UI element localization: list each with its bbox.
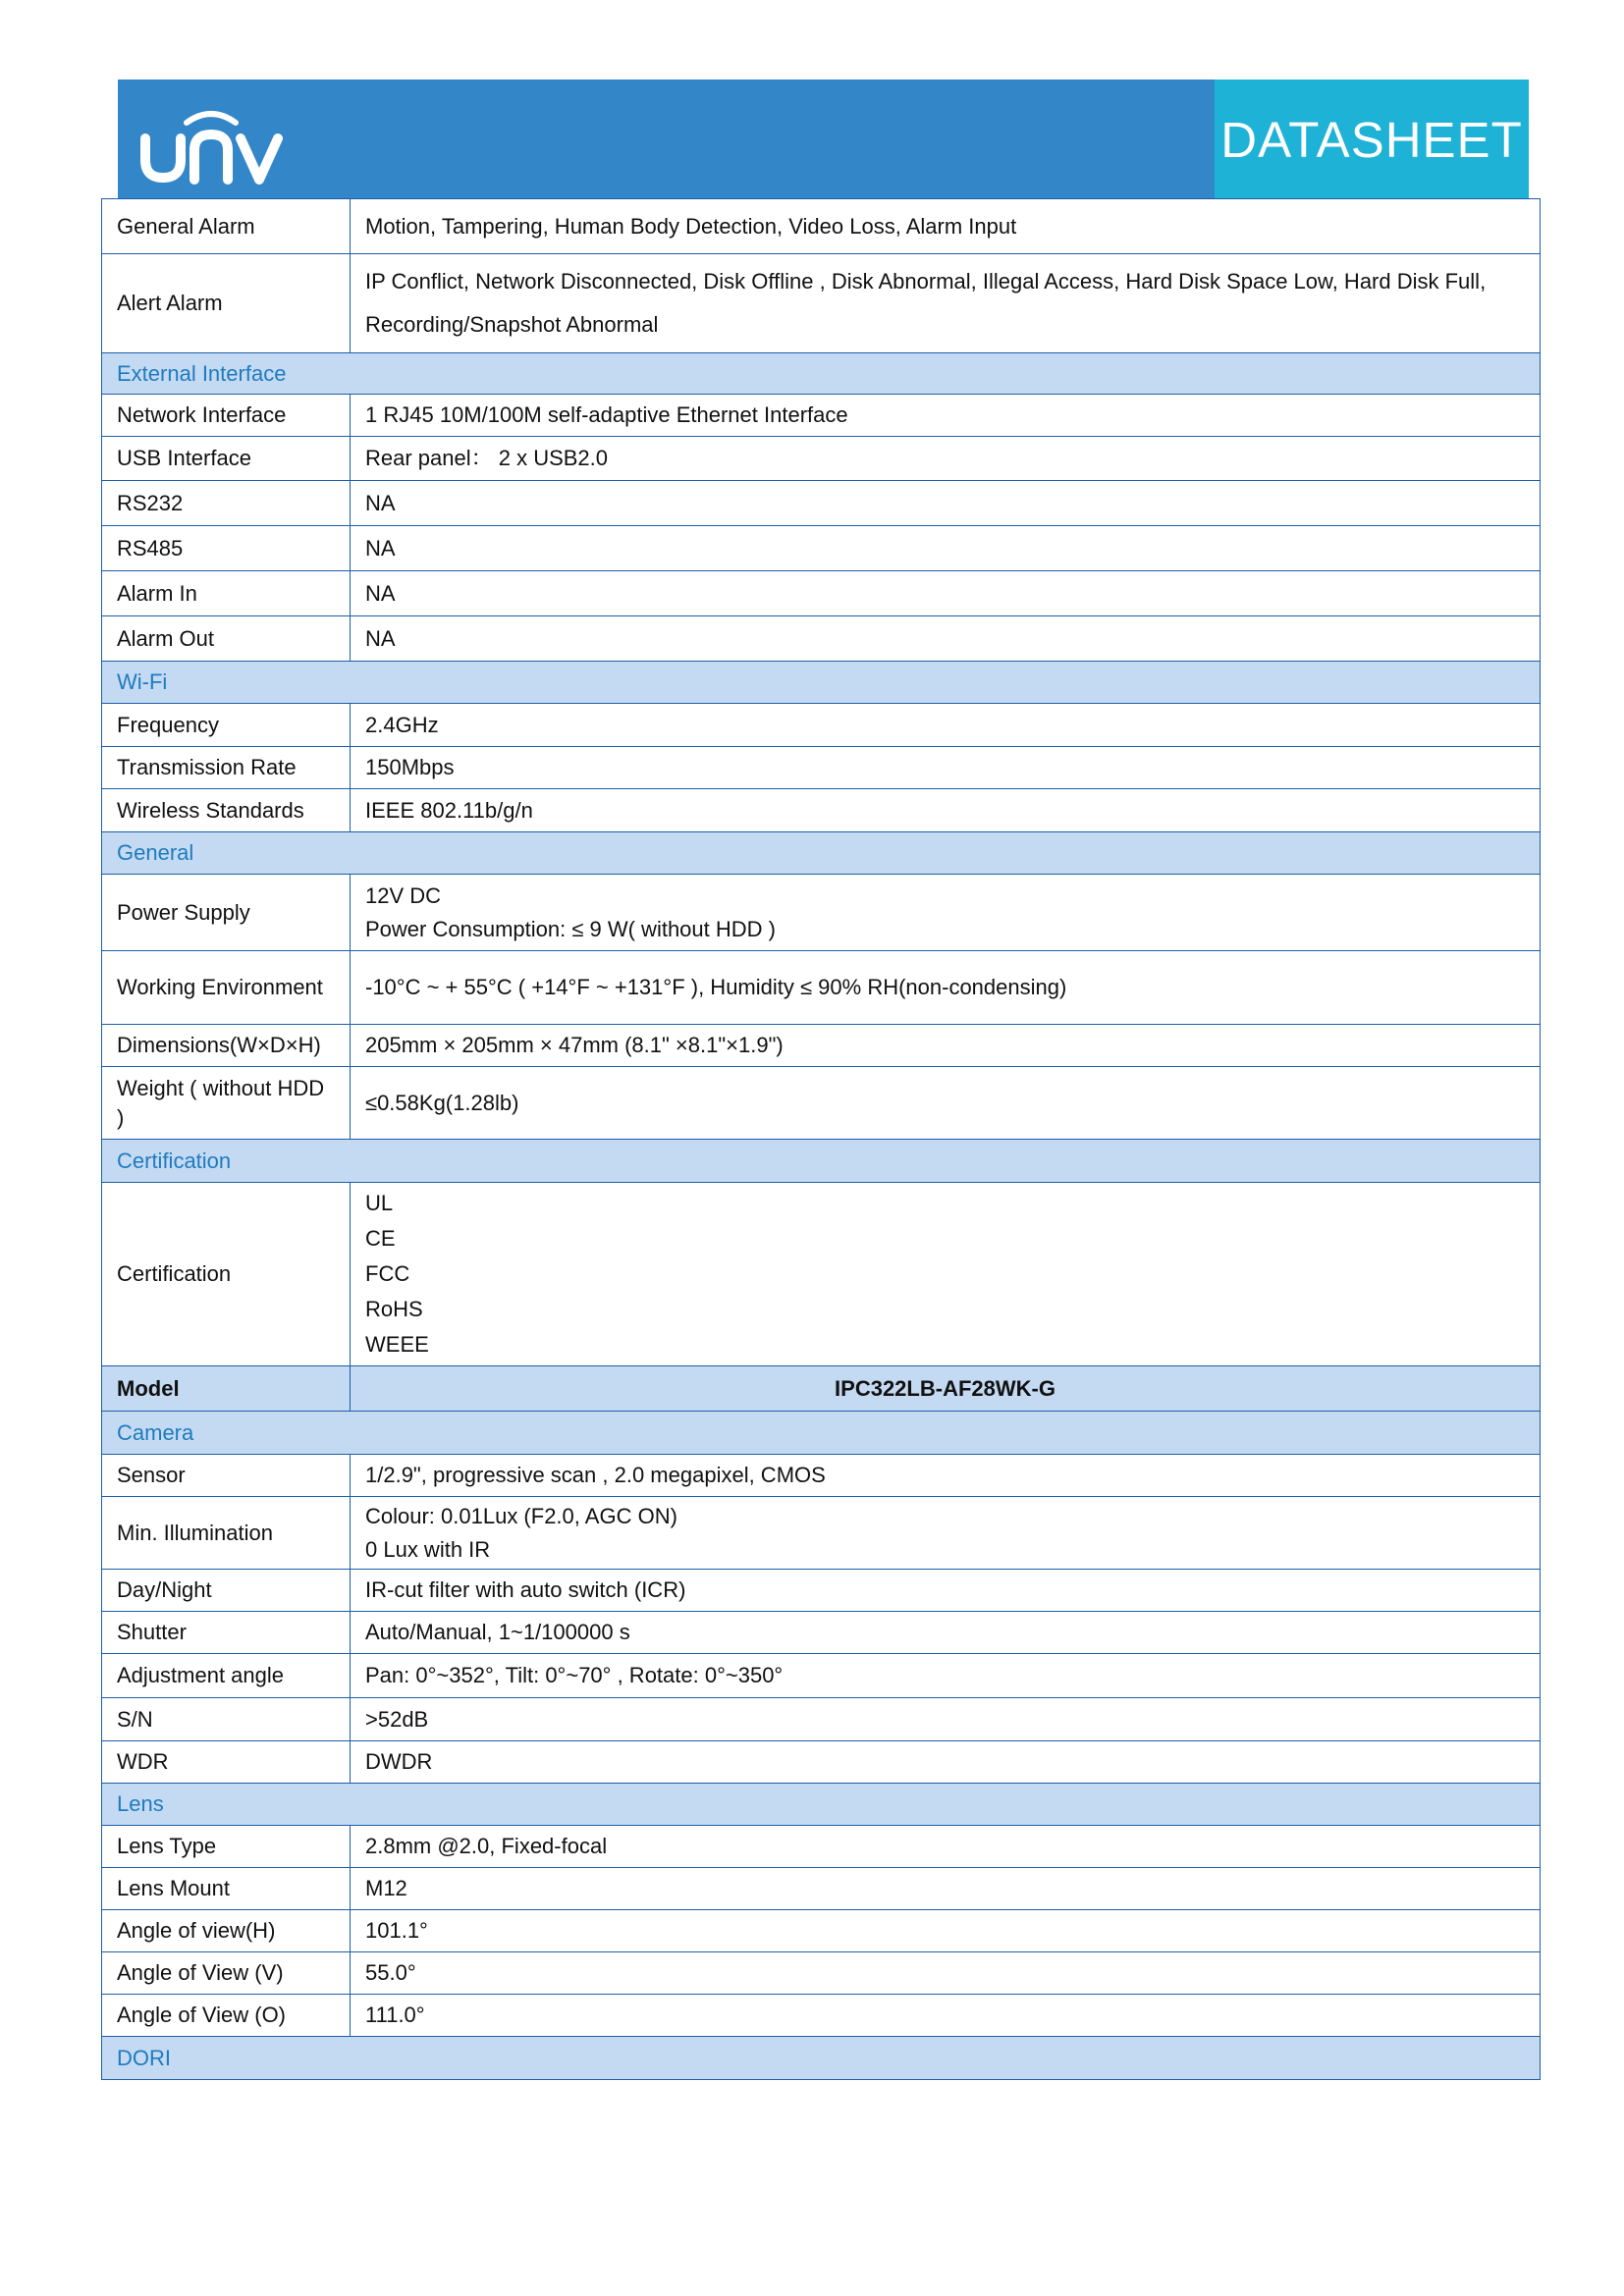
row-label: Angle of View (O) <box>102 1995 351 2037</box>
row-value: 205mm × 205mm × 47mm (8.1" ×8.1"×1.9") <box>351 1025 1541 1067</box>
table-row <box>102 704 1541 747</box>
row-value: NA <box>351 616 1541 662</box>
row-label: Frequency <box>102 704 351 747</box>
row-value: ≤0.58Kg(1.28lb) <box>351 1067 1541 1140</box>
table-row <box>102 1025 1541 1067</box>
row-label: Certification <box>102 1183 351 1366</box>
row-label: Dimensions(W×D×H) <box>102 1025 351 1067</box>
row-value: DWDR <box>351 1741 1541 1784</box>
datasheet-label: DATASHEET <box>1220 112 1523 168</box>
section-header <box>102 1140 1541 1183</box>
value-line: 0 Lux with IR <box>365 1536 491 1562</box>
table-row <box>102 254 1541 353</box>
row-value: Pan: 0°~352°, Tilt: 0°~70° , Rotate: 0°~350° <box>351 1654 1541 1698</box>
row-label: Power Supply <box>102 875 351 951</box>
table-row <box>102 1183 1541 1366</box>
row-value: NA <box>351 571 1541 616</box>
table-row <box>102 875 1541 951</box>
row-label: Transmission Rate <box>102 747 351 789</box>
spec-table <box>101 198 1541 2080</box>
row-value: Auto/Manual, 1~1/100000 s <box>351 1612 1541 1654</box>
row-value: IP Conflict, Network Disconnected, Disk Offline , Disk Abnormal, Illegal Access, Hard Disk Space Low, Hard Disk Full, Recording/Snapshot Abnormal <box>351 254 1541 353</box>
model-row <box>102 1366 1541 1412</box>
value-line: Colour: 0.01Lux (F2.0, AGC ON) <box>365 1503 677 1528</box>
row-label: Working Environment <box>102 951 351 1025</box>
row-label: Min. Illumination <box>102 1497 351 1570</box>
table-row <box>102 1698 1541 1741</box>
row-value: Rear panel： 2 x USB2.0 <box>351 437 1541 481</box>
row-value: 101.1° <box>351 1910 1541 1952</box>
section-title: DORI <box>102 2037 1541 2080</box>
section-header <box>102 353 1541 395</box>
section-title: Certification <box>102 1140 1541 1183</box>
row-label: Angle of View (V) <box>102 1952 351 1995</box>
row-label: General Alarm <box>102 199 351 254</box>
table-row <box>102 1497 1541 1570</box>
row-label: RS485 <box>102 526 351 571</box>
section-title: Lens <box>102 1784 1541 1826</box>
row-value: 2.4GHz <box>351 704 1541 747</box>
certification-item: RoHS <box>365 1297 423 1321</box>
section-header <box>102 1784 1541 1826</box>
row-value: 1/2.9", progressive scan , 2.0 megapixel, CMOS <box>351 1455 1541 1497</box>
table-row <box>102 1654 1541 1698</box>
model-label: Model <box>102 1366 351 1412</box>
row-value: Motion, Tampering, Human Body Detection, Video Loss, Alarm Input <box>351 199 1541 254</box>
table-row <box>102 1995 1541 2037</box>
row-label: S/N <box>102 1698 351 1741</box>
row-label: Shutter <box>102 1612 351 1654</box>
certification-item: UL <box>365 1191 394 1215</box>
table-row <box>102 747 1541 789</box>
table-row <box>102 1612 1541 1654</box>
row-label: Angle of view(H) <box>102 1910 351 1952</box>
row-value: 55.0° <box>351 1952 1541 1995</box>
table-row <box>102 616 1541 662</box>
row-label: USB Interface <box>102 437 351 481</box>
row-value <box>351 1497 1541 1570</box>
row-value <box>351 875 1541 951</box>
row-label: Network Interface <box>102 395 351 437</box>
table-row <box>102 1868 1541 1910</box>
certification-item: FCC <box>365 1261 410 1286</box>
section-title: Camera <box>102 1412 1541 1455</box>
table-row <box>102 1826 1541 1868</box>
row-value: NA <box>351 481 1541 526</box>
row-label: Lens Mount <box>102 1868 351 1910</box>
row-value: NA <box>351 526 1541 571</box>
table-row <box>102 395 1541 437</box>
row-value: 150Mbps <box>351 747 1541 789</box>
table-row <box>102 1952 1541 1995</box>
row-value: 2.8mm @2.0, Fixed-focal <box>351 1826 1541 1868</box>
row-value: 111.0° <box>351 1995 1541 2037</box>
table-row <box>102 199 1541 254</box>
table-row <box>102 1455 1541 1497</box>
table-row <box>102 1570 1541 1612</box>
row-value: >52dB <box>351 1698 1541 1741</box>
datasheet-badge <box>1215 80 1529 198</box>
table-row <box>102 571 1541 616</box>
table-row <box>102 951 1541 1025</box>
row-label: Alarm Out <box>102 616 351 662</box>
table-row <box>102 1910 1541 1952</box>
table-row <box>102 526 1541 571</box>
unv-logo <box>139 99 283 187</box>
model-value: IPC322LB-AF28WK-G <box>351 1366 1541 1412</box>
section-title: General <box>102 832 1541 875</box>
header-banner <box>118 80 1529 198</box>
row-label: Weight ( without HDD ) <box>102 1067 351 1140</box>
section-title: Wi-Fi <box>102 662 1541 704</box>
table-row <box>102 789 1541 832</box>
row-value: -10°C ~ + 55°C ( +14°F ~ +131°F ), Humidity ≤ 90% RH(non-condensing) <box>351 951 1541 1025</box>
table-row <box>102 481 1541 526</box>
row-label: Day/Night <box>102 1570 351 1612</box>
row-value: IEEE 802.11b/g/n <box>351 789 1541 832</box>
section-header <box>102 662 1541 704</box>
section-header <box>102 1412 1541 1455</box>
section-header <box>102 832 1541 875</box>
row-label: Adjustment angle <box>102 1654 351 1698</box>
row-value: M12 <box>351 1868 1541 1910</box>
row-value <box>351 1183 1541 1366</box>
row-label: Alarm In <box>102 571 351 616</box>
row-label: Alert Alarm <box>102 254 351 353</box>
section-header <box>102 2037 1541 2080</box>
row-value: IR-cut filter with auto switch (ICR) <box>351 1570 1541 1612</box>
row-label: RS232 <box>102 481 351 526</box>
value-line: Power Consumption: ≤ 9 W( without HDD ) <box>365 916 776 941</box>
section-title: External Interface <box>102 353 1541 395</box>
row-value: 1 RJ45 10M/100M self-adaptive Ethernet Interface <box>351 395 1541 437</box>
row-label: Sensor <box>102 1455 351 1497</box>
certification-item: CE <box>365 1226 396 1251</box>
certification-item: WEEE <box>365 1332 429 1357</box>
row-label: Lens Type <box>102 1826 351 1868</box>
table-row <box>102 1741 1541 1784</box>
row-label: Wireless Standards <box>102 789 351 832</box>
table-row <box>102 437 1541 481</box>
row-label: WDR <box>102 1741 351 1784</box>
table-row <box>102 1067 1541 1140</box>
value-line: 12V DC <box>365 882 442 908</box>
